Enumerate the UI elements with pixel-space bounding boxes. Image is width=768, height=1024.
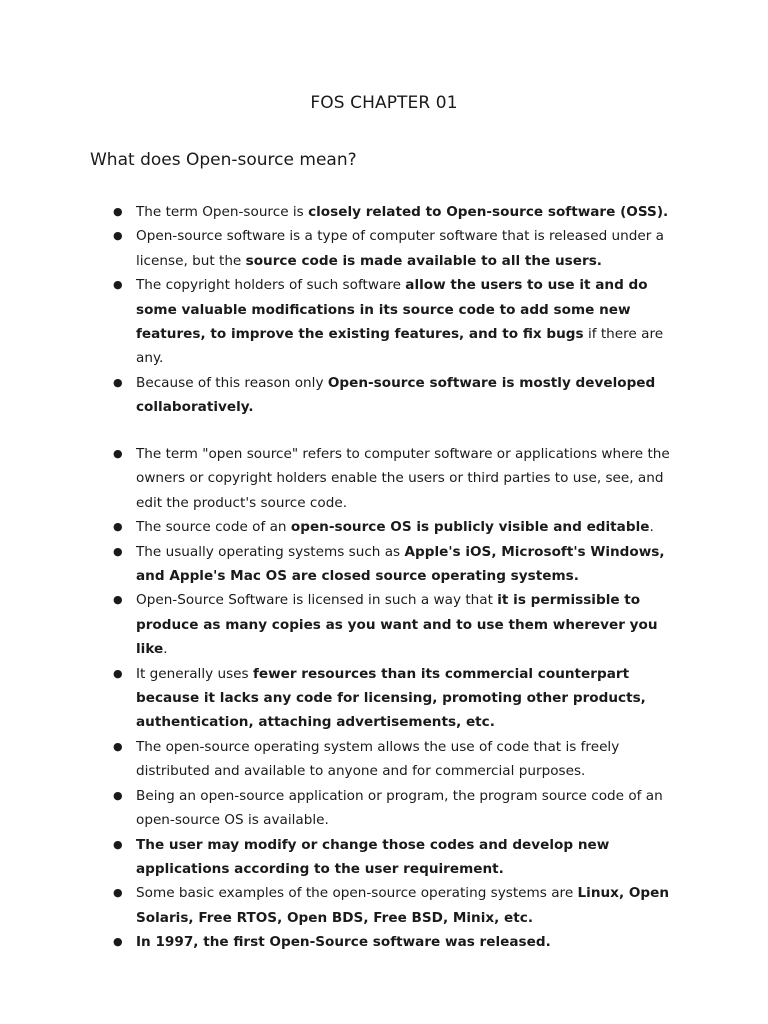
page-title: FOS CHAPTER 01 (310, 93, 458, 113)
list-item (0, 540, 768, 589)
text-run: The usually operating systems such as (136, 543, 405, 560)
bullet-dot-icon: ● (113, 520, 123, 534)
list-item (0, 662, 768, 735)
section-heading: What does Open-source mean? (90, 150, 357, 170)
bullet-dot-icon: ● (113, 886, 123, 900)
list-item (0, 881, 768, 930)
list-item (0, 273, 768, 371)
bullet-dot-icon: ● (113, 837, 123, 851)
text-run: The open-source operating system allows the use of code that is freely distributed and available to anyone and for commercial purposes. (136, 738, 620, 780)
list-item (0, 442, 768, 515)
bold-text: closely related to Open-source software (OSS). (308, 204, 669, 220)
bullet-dot-icon: ● (113, 666, 123, 680)
text-run: Open-Source Software is licensed in such a way that (136, 592, 498, 609)
bold-text: allow the users to use it and do some valuable modifications in its source code to add some new features, to improve the existing features, and to fix bugs (136, 277, 648, 343)
bold-text: open-source OS is publicly visible and editable (290, 519, 650, 536)
bold-text: Open-source software is mostly developed collaboratively. (136, 374, 656, 416)
bold-text: it is permissible to produce as many copies as you want and to use them wherever you like (136, 592, 658, 658)
bullet-dot-icon: ● (113, 788, 123, 802)
list-item (0, 833, 768, 882)
bullet-dot-icon: ● (113, 278, 123, 292)
text-run: Because of this reason only (136, 374, 328, 391)
bullet-dot-icon: ● (113, 205, 123, 218)
list-item (0, 735, 768, 784)
list-item (0, 224, 768, 273)
text-run: . (163, 641, 168, 658)
bullet-dot-icon: ● (113, 739, 123, 753)
bold-text: The user may modify or change those codes and develop new applications according to the user requirement. (136, 836, 610, 877)
bullet-dot-icon: ● (113, 447, 123, 460)
bullet-dot-icon: ● (113, 544, 123, 558)
text-run: if there are any. (136, 326, 664, 367)
bullet-dot-icon: ● (113, 935, 123, 949)
text-run: The term Open-source is (136, 204, 309, 220)
text-run: The term "open source" refers to computer software or applications where the owners or copyright holders enable the users or third parties to use, see, and edit the product's source code. (136, 446, 670, 511)
bold-text: Apple's iOS, Microsoft's Windows, and Apple's Mac OS are closed source operating systems. (136, 543, 665, 585)
bullet-list-definition (0, 200, 768, 420)
bold-text: Linux, Open Solaris, Free RTOS, Open BDS, Free BSD, Minix, etc. (136, 885, 670, 926)
text-run: Open-source software is a type of computer software that is released under a license, but the (136, 228, 664, 269)
bold-text: source code is made available to all the users. (245, 252, 602, 269)
list-item (0, 588, 768, 661)
list-item (0, 371, 768, 420)
list-item (0, 515, 768, 539)
text-run: It generally uses (136, 665, 253, 682)
text-run: . (649, 519, 654, 536)
text-run: Being an open-source application or program, the program source code of an open-source OS is available. (136, 787, 663, 829)
list-item (0, 930, 768, 954)
bullet-dot-icon: ● (113, 375, 123, 389)
text-run: Some basic examples of the open-source operating systems are (136, 885, 578, 902)
bullet-dot-icon: ● (113, 593, 123, 607)
list-item (0, 784, 768, 833)
bullet-dot-icon: ● (113, 229, 123, 243)
bold-text: fewer resources than its commercial counterpart because it lacks any code for licensing, promoting other products, authentication, attaching advertisements, etc. (136, 665, 646, 731)
bullet-list-details (0, 442, 768, 955)
text-run: The source code of an (136, 519, 291, 536)
bold-text: In 1997, the first Open-Source software was released. (136, 934, 551, 951)
list-item (0, 200, 768, 224)
text-run: The copyright holders of such software (136, 277, 406, 294)
